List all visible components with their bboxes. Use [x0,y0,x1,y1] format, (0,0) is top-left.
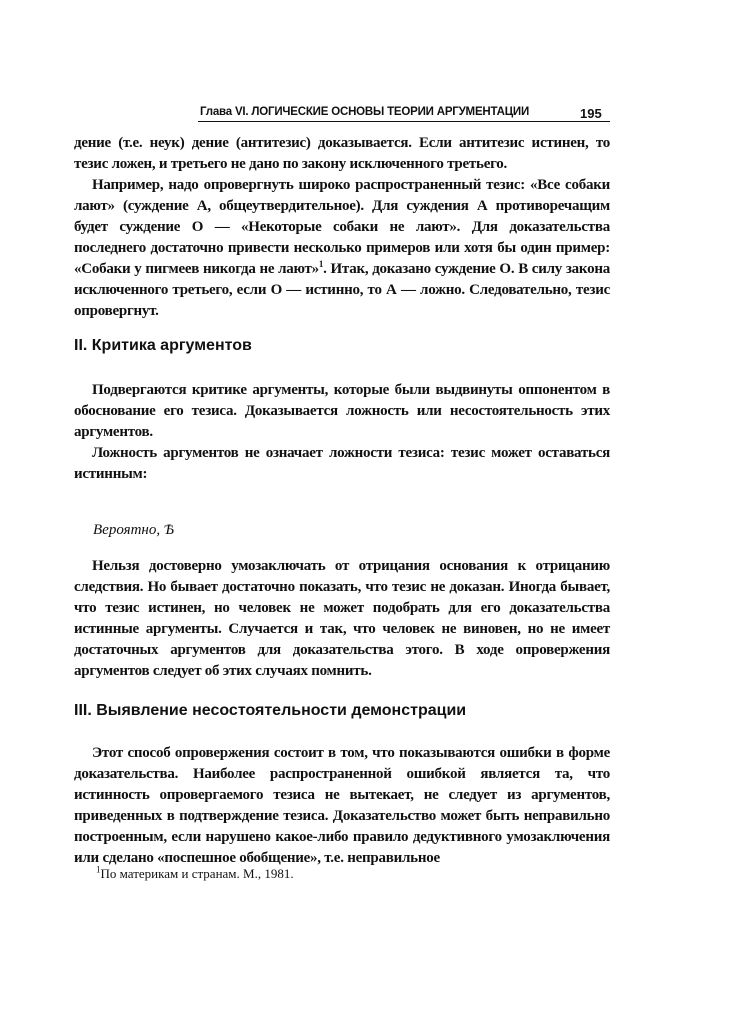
footnote-text: По материкам и странам. М., 1981. [100,866,294,881]
paragraph-example-text: Например, надо опровергнуть широко распространенный тезис: «Все собаки лают» (суждение А, общеутвердительное). Для суждения А противоречащим будет суждение О — «Некоторые собаки не лают». Для доказательства последнего достаточно привести несколько примеров или хотя бы один пример: «Собаки у пигмеев никогда не лают» [74,177,610,277]
header-rule [198,121,610,122]
paragraph-false-arguments: Ложность аргументов не означает ложности тезиса: тезис может оставаться истинным: [74,445,610,482]
paragraph-example-conclusion: . Итак, доказано суждение О. В силу закона исключенного третьего, если О — истинно, то А — ложно. Следовательно, тезис опровергнут. [74,261,610,319]
footnote-mark: 1 [96,864,101,875]
paragraph-argument-critique: Подвергаются критике аргументы, которые были выдвинуты оппонентом в обоснование его тезиса. Доказывается ложность или несостоятельность этих аргументов. [74,382,610,440]
running-head: Глава VI. ЛОГИЧЕСКИЕ ОСНОВЫ ТЕОРИИ АРГУМЕНТАЦИИ [200,106,530,118]
paragraph-demonstration-errors: Этот способ опровержения состоит в том, что показываются ошибки в форме доказательства. Наиболее распространенной ошибкой является та, что истинность опровергаемого тезиса не вытекает, не следует из аргументов, приведенных в подтверждение тезиса. Доказательство может быть неправильно построенным, если нарушено какое-либо правило дедуктивного умозаключения или сделано «поспешное обобщение», т.е. неправильное [74,745,610,866]
paragraph-example [74,175,610,322]
italic-maxim: Вероятно, Ѣ [93,522,174,538]
section-heading-demonstration: III. Выявление несостоятельности демонстрации [74,702,467,719]
paragraph-inference: Нельзя достоверно умозаключать от отрицания основания к отрицанию следствия. Но бывает достаточно показать, что тезис не доказан. Иногда бывает, что тезис истинен, но человек не может подобрать для его доказательства истинные аргументы. Случается и так, что человек не виновен, но не имеет достаточных аргументов для доказательства этого. В ходе опровержения аргументов следует об этих случаях помнить. [74,558,610,679]
section-heading-critique-of-arguments: II. Критика аргументов [74,337,252,354]
page-number: 195 [580,106,602,121]
paragraph-antithesis: дение (т.е. неук) дение (антитезис) доказывается. Если антитезис истинен, то тезис ложен, и третьего не дано по закону исключенного третьего. [74,135,610,172]
footnote-ref-1: 1 [318,259,324,269]
footnote [96,866,294,882]
